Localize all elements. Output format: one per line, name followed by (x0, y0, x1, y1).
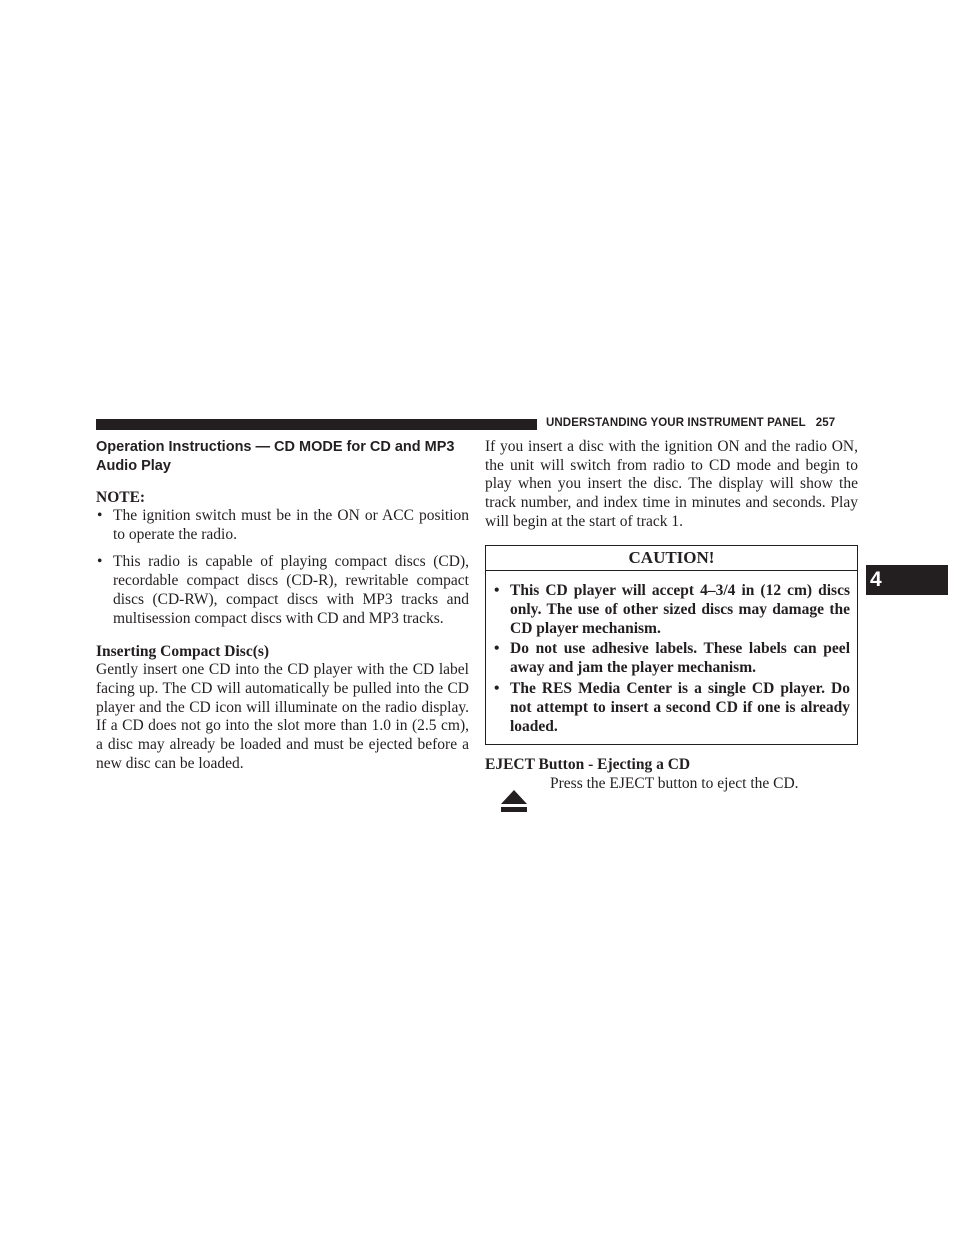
page-number: 257 (815, 417, 836, 429)
caution-list (486, 571, 857, 745)
section-title: Operation Instructions — CD MODE for CD and MP3 Audio Play (96, 439, 455, 474)
list-item (96, 553, 469, 628)
list-item (96, 507, 469, 544)
bullet-icon: • (97, 553, 103, 571)
caution-title: CAUTION! (486, 546, 857, 571)
inserting-paragraph: Gently insert one CD into the CD player with the CD label facing up. The CD will automatically be pulled into the CD player and the CD icon will illuminate on the radio display. If a CD does not go into the slot more than 1.0 in (2.5 cm), a disc may already be loaded and must be ejected before a new disc can be loaded. (96, 661, 469, 772)
right-column (485, 438, 858, 814)
running-header (546, 417, 835, 429)
eject-text: Press the EJECT button to eject the CD. (550, 775, 799, 793)
inserting-heading: Inserting Compact Disc(s) (96, 643, 270, 661)
header-section-title: UNDERSTANDING YOUR INSTRUMENT PANEL (546, 417, 806, 429)
list-item-text: The ignition switch must be in the ON or ACC position to operate the radio. (113, 507, 469, 543)
list-item (493, 679, 850, 737)
bullet-icon: • (494, 679, 500, 697)
list-item-text: This radio is capable of playing compact discs (CD), recordable compact discs (CD-R), rewritable compact discs (CD-RW), compact discs with MP3 tracks and multisession compact discs with CD and MP3 tracks. (113, 553, 469, 627)
eject-heading: EJECT Button - Ejecting a CD (485, 756, 691, 774)
note-list (96, 507, 469, 628)
list-item-text: This CD player will accept 4–3/4 in (12 cm) discs only. The use of other sized discs may damage the CD player mechanism. (510, 581, 850, 637)
bullet-icon: • (97, 507, 103, 524)
list-item-text: Do not use adhesive labels. These labels can peel away and jam the player mechanism. (510, 640, 850, 677)
list-item-text: The RES Media Center is a single CD player. Do not attempt to insert a second CD if one is already loaded. (510, 679, 850, 735)
list-item (493, 639, 850, 677)
note-label: NOTE: (96, 489, 146, 506)
eject-instruction (485, 774, 858, 814)
header-rule (96, 419, 537, 430)
left-column (96, 438, 469, 773)
caution-box (485, 545, 858, 746)
eject-icon (501, 790, 527, 812)
intro-paragraph: If you insert a disc with the ignition ON and the radio ON, the unit will switch from radio to CD mode and begin to play when you insert the disc. The display will show the track number, and index time in minutes and seconds. Play will begin at the start of track 1. (485, 438, 858, 530)
list-item (493, 581, 850, 639)
bullet-icon: • (494, 581, 500, 599)
chapter-tab: 4 (866, 565, 948, 595)
bullet-icon: • (494, 640, 500, 658)
